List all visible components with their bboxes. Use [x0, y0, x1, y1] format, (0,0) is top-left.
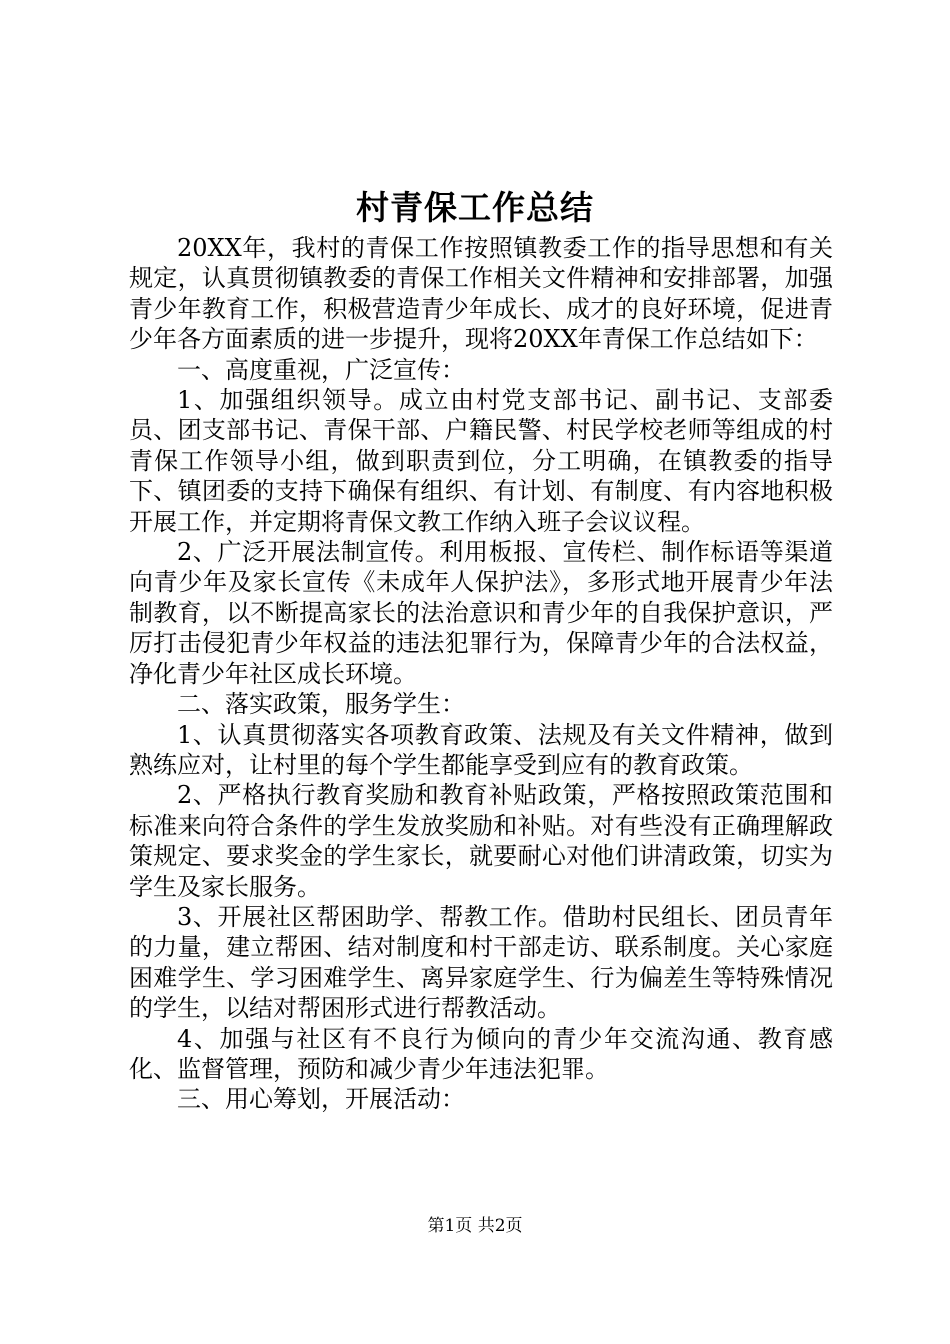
- paragraph-intro: 20XX年，我村的青保工作按照镇教委工作的指导思想和有关规定，认真贯彻镇教委的青保工作相关文件精神和安排部署，加强青少年教育工作，积极营造青少年成长、成才的良好环境，促进青少年各方面素质的进一步提升，现将20XX年青保工作总结如下：: [129, 234, 833, 354]
- paragraph-2-2: 2、严格执行教育奖励和教育补贴政策，严格按照政策范围和标准来向符合条件的学生发放奖励和补贴。对有些没有正确理解政策规定、要求奖金的学生家长，就要耐心对他们讲清政策，切实为学生及家长服务。: [129, 781, 833, 901]
- paragraph-1-1: 1、加强组织领导。成立由村党支部书记、副书记、支部委员、团支部书记、青保干部、户籍民警、村民学校老师等组成的村青保工作领导小组，做到职责到位，分工明确，在镇教委的指导下、镇团委的支持下确保有组织、有计划、有制度、有内容地积极开展工作，并定期将青保文教工作纳入班子会议议程。: [129, 386, 833, 536]
- document-title: 村青保工作总结: [356, 188, 594, 227]
- section-heading-2: 二、落实政策，服务学生：: [177, 690, 465, 719]
- section-heading-3: 三、用心筹划，开展活动：: [177, 1085, 465, 1114]
- section-heading-1: 一、高度重视，广泛宣传：: [177, 355, 465, 384]
- page-number: 第1页 共2页: [427, 1216, 523, 1236]
- paragraph-2-3: 3、开展社区帮困助学、帮教工作。借助村民组长、团员青年的力量，建立帮困、结对制度和村干部走访、联系制度。关心家庭困难学生、学习困难学生、离异家庭学生、行为偏差生等特殊情况的学生，以结对帮困形式进行帮教活动。: [129, 902, 833, 1023]
- paragraph-1-2: 2、广泛开展法制宣传。利用板报、宣传栏、制作标语等渠道向青少年及家长宣传《未成年人保护法》，多形式地开展青少年法制教育，以不断提高家长的法治意识和青少年的自我保护意识，严厉打击侵犯青少年权益的违法犯罪行为，保障青少年的合法权益，净化青少年社区成长环境。: [129, 538, 833, 688]
- paragraph-2-4: 4、加强与社区有不良行为倾向的青少年交流沟通、教育感化、监督管理，预防和减少青少年违法犯罪。: [129, 1024, 833, 1083]
- document-body: [129, 233, 833, 1115]
- paragraph-2-1: 1、认真贯彻落实各项教育政策、法规及有关文件精神，做到熟练应对，让村里的每个学生都能享受到应有的教育政策。: [129, 720, 833, 779]
